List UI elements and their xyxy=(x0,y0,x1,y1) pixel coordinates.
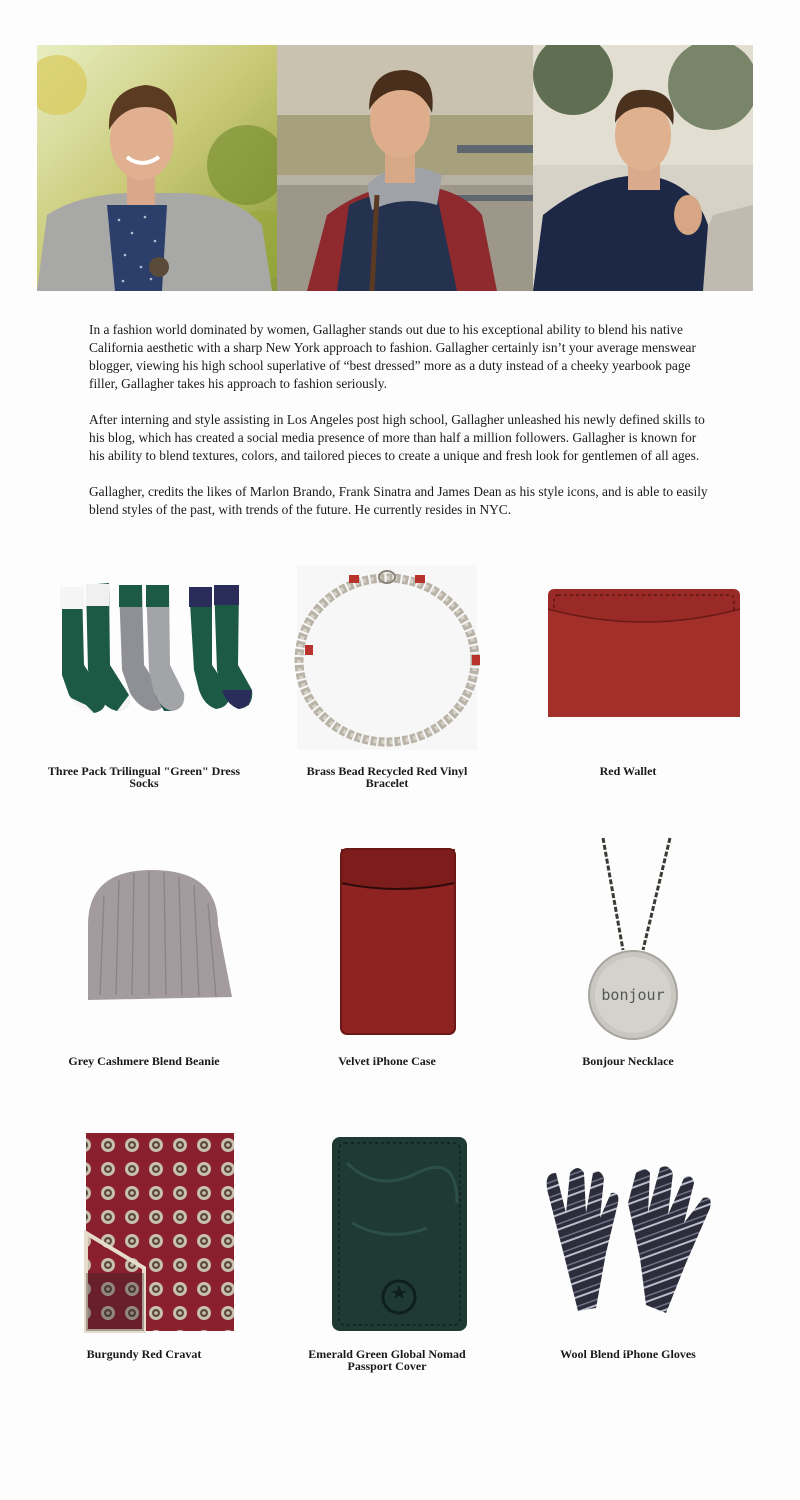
product-caption[interactable]: Emerald Green Global Nomad Passport Cover xyxy=(308,1347,466,1373)
product-caption[interactable]: Brass Bead Recycled Red Vinyl Bracelet xyxy=(306,764,468,790)
hero-photo-strip xyxy=(37,45,753,291)
necklace-icon xyxy=(508,830,748,1020)
product-caption[interactable]: Grey Cashmere Blend Beanie xyxy=(68,1054,220,1068)
product-bracelet[interactable] xyxy=(267,565,507,805)
beanie-icon xyxy=(24,845,264,1035)
product-phone-case[interactable] xyxy=(267,845,507,1085)
product-caption[interactable]: Bonjour Necklace xyxy=(582,1054,674,1068)
product-necklace[interactable] xyxy=(508,830,748,1070)
product-caption[interactable]: Wool Blend iPhone Gloves xyxy=(560,1347,696,1361)
product-caption[interactable]: Burgundy Red Cravat xyxy=(86,1347,202,1361)
cravat-icon xyxy=(24,1133,264,1323)
wallet-icon xyxy=(508,565,748,755)
product-caption[interactable]: Velvet iPhone Case xyxy=(338,1054,436,1068)
phone-case-icon xyxy=(267,845,507,1035)
intro-paragraph-3: Gallagher, credits the likes of Marlon Brando, Frank Sinatra and James Dean as his style icons, and is able to easily blend styles of the past, with trends of the future. He currently resides in NYC. xyxy=(89,484,708,517)
product-gloves[interactable] xyxy=(508,1133,748,1373)
socks-icon xyxy=(24,565,264,755)
product-cravat[interactable] xyxy=(24,1133,264,1373)
product-socks[interactable] xyxy=(24,565,264,805)
product-wallet[interactable] xyxy=(508,565,748,805)
intro-text xyxy=(89,321,714,537)
bracelet-icon xyxy=(267,565,507,755)
intro-paragraph-1: In a fashion world dominated by women, Gallagher stands out due to his exceptional ability to blend his native California aesthetic with a sharp New York approach to fashion. Gallagher certainly isn’t your average menswear blogger, viewing his high school superlative of “best dressed” more as a duty instead of a cheeky yearbook page filler, Gallagher takes his approach to fashion seriously. xyxy=(89,322,696,391)
passport-cover-icon xyxy=(267,1133,507,1323)
gloves-icon xyxy=(508,1133,748,1323)
product-beanie[interactable] xyxy=(24,845,264,1085)
hero-photo-1 xyxy=(37,45,277,291)
intro-paragraph-2: After interning and style assisting in Los Angeles post high school, Gallagher unleashed his newly defined skills to his blog, which has created a social media presence of more than half a million followers. Gallagher is known for his ability to blend textures, colors, and tailored pieces to create a unique and fresh look for gentlemen of all ages. xyxy=(89,412,705,463)
product-passport-cover[interactable] xyxy=(267,1133,507,1373)
product-caption[interactable]: Three Pack Trilingual "Green" Dress Socks xyxy=(47,764,241,790)
hero-photo-2 xyxy=(277,45,533,291)
pendant-text: bonjour xyxy=(601,986,665,1004)
hero-photo-3 xyxy=(533,45,753,291)
product-caption[interactable]: Red Wallet xyxy=(599,764,657,778)
